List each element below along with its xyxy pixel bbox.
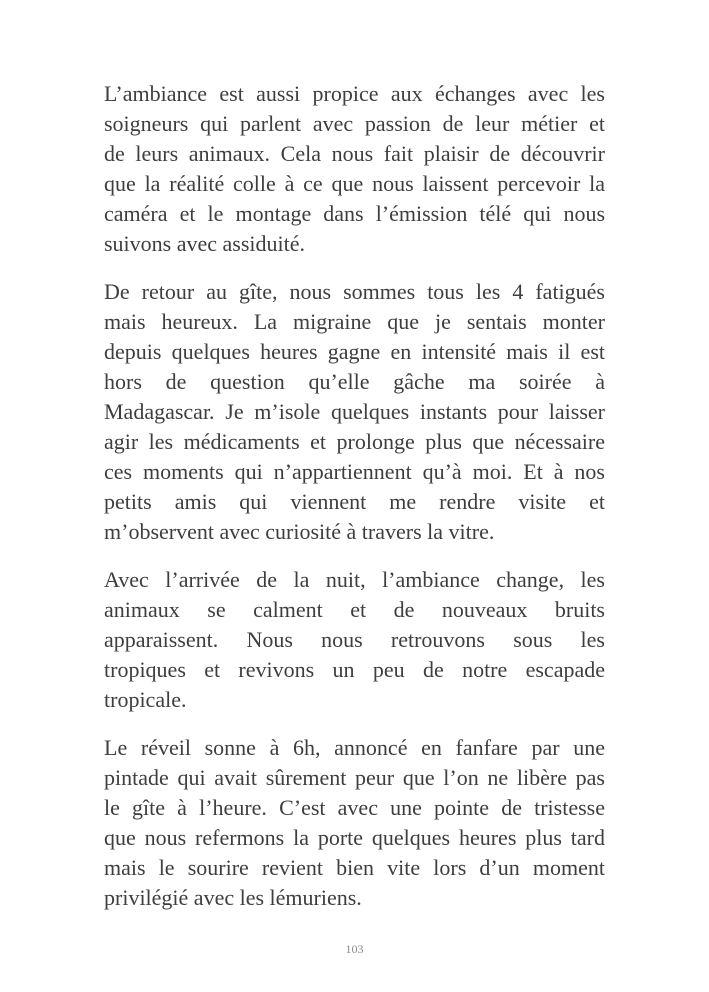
text-line: apparaissent. Nous nous retrouvons sous les [104,627,605,652]
text-line: que nous refermons la porte quelques heures plus tard [104,825,605,850]
text-line: mais le sourire revient bien vite lors d’un moment [104,855,605,880]
text-line: De retour au gîte, nous sommes tous les 4 fatigués [104,279,605,304]
text-line: pintade qui avait sûrement peur que l’on ne libère pas [104,765,605,790]
text-line: suivons avec assiduité. [104,231,306,256]
text-line: hors de question qu’elle gâche ma soirée à [104,369,605,394]
text-line: L’ambiance est aussi propice aux échanges avec les [104,81,605,106]
text-line: caméra et le montage dans l’émission télé qui nous [104,201,605,226]
text-line: soigneurs qui parlent avec passion de leur métier et [104,111,605,136]
text-line: Le réveil sonne à 6h, annoncé en fanfare par une [104,735,605,760]
paragraph [104,733,605,913]
text-line: le gîte à l’heure. C’est avec une pointe de tristesse [104,795,605,820]
text-line: m’observent avec curiosité à travers la vitre. [104,519,495,544]
text-line: petits amis qui viennent me rendre visite et [104,489,605,514]
text-line: mais heureux. La migraine que je sentais monter [104,309,605,334]
text-line: Madagascar. Je m’isole quelques instants pour laisser [104,399,605,424]
text-line: de leurs animaux. Cela nous fait plaisir de découvrir [104,141,605,166]
text-line: agir les médicaments et prolonge plus que nécessaire [104,429,605,454]
text-line: tropiques et revivons un peu de notre escapade [104,657,605,682]
text-line: depuis quelques heures gagne en intensité mais il est [104,339,605,364]
text-line: Avec l’arrivée de la nuit, l’ambiance change, les [104,567,605,592]
text-line: animaux se calment et de nouveaux bruits [104,597,605,622]
text-line: privilégié avec les lémuriens. [104,885,362,910]
text-line: tropicale. [104,687,187,712]
text-line: ces moments qui n’appartiennent qu’à moi. Et à nos [104,459,605,484]
paragraph [104,79,605,259]
body-text [104,79,605,931]
paragraph [104,565,605,715]
text-line: que la réalité colle à ce que nous laissent percevoir la [104,171,605,196]
page-number: 103 [345,942,364,956]
paragraph [104,277,605,547]
